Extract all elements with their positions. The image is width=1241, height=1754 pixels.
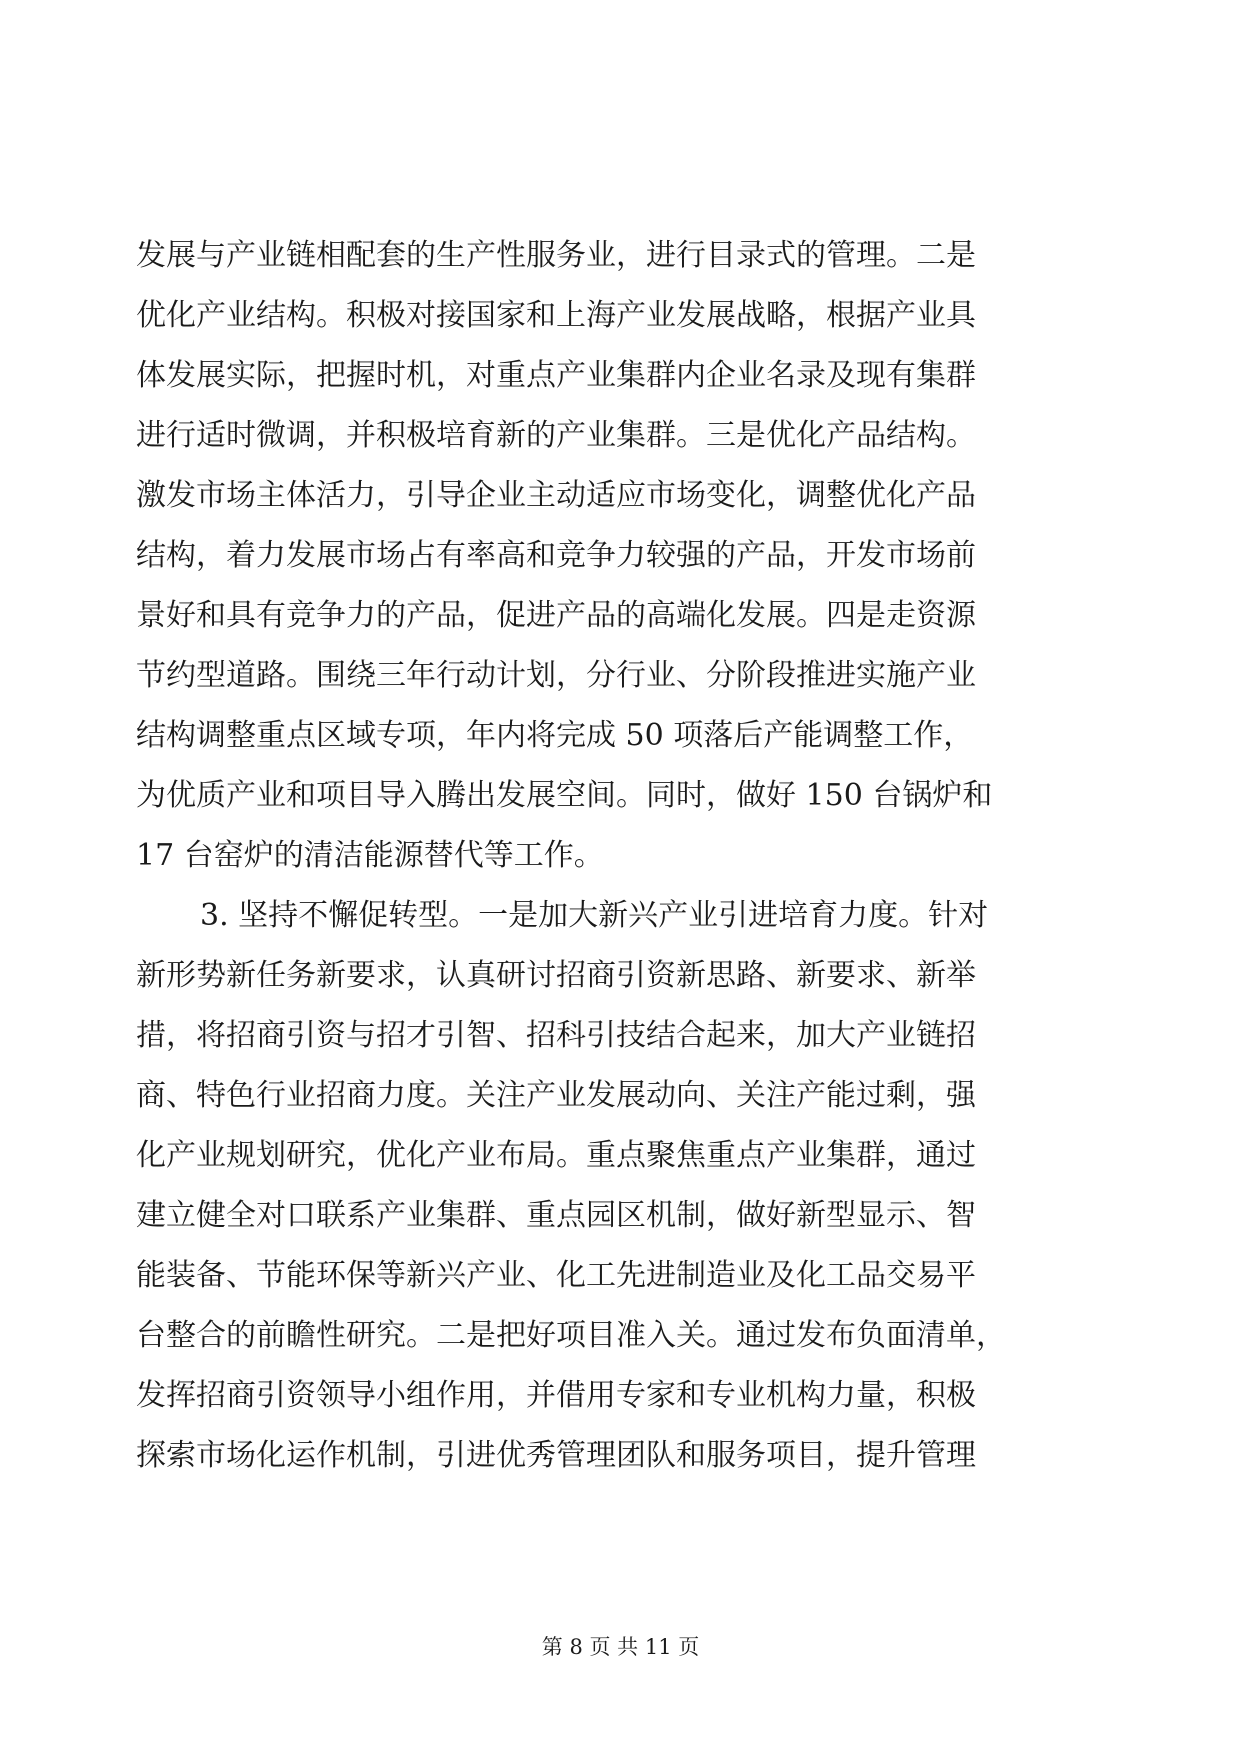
text-line: 建立健全对口联系产业集群、重点园区机制，做好新型显示、智	[136, 1198, 976, 1233]
text-line: 为优质产业和项目导入腾出发展空间。同时，做好 150 台锅炉和	[136, 778, 993, 813]
text-line: 体发展实际，把握时机，对重点产业集群内企业名录及现有集群	[136, 358, 976, 393]
text-line: 激发市场主体活力，引导企业主动适应市场变化，调整优化产品	[136, 478, 976, 513]
text-line: 新形势新任务新要求，认真研讨招商引资新思路、新要求、新举	[136, 958, 976, 993]
text-line: 商、特色行业招商力度。关注产业发展动向、关注产能过剩，强	[136, 1078, 976, 1113]
page-footer: 第 8 页 共 11 页	[541, 1635, 700, 1659]
text-line: 台整合的前瞻性研究。二是把好项目准入关。通过发布负面清单，	[136, 1318, 1006, 1353]
text-line: 能装备、节能环保等新兴产业、化工先进制造业及化工品交易平	[136, 1258, 976, 1293]
text-line: 景好和具有竞争力的产品，促进产品的高端化发展。四是走资源	[136, 598, 976, 633]
text-line: 发展与产业链相配套的生产性服务业，进行目录式的管理。二是	[136, 238, 976, 273]
text-line: 节约型道路。围绕三年行动计划，分行业、分阶段推进实施产业	[136, 658, 976, 693]
section-heading-line: 3. 坚持不懈促转型。一是加大新兴产业引进培育力度。针对	[200, 898, 989, 933]
text-line: 优化产业结构。积极对接国家和上海产业发展战略，根据产业具	[136, 298, 976, 333]
text-line: 结构，着力发展市场占有率高和竞争力较强的产品，开发市场前	[136, 538, 976, 573]
text-line: 化产业规划研究，优化产业布局。重点聚焦重点产业集群，通过	[136, 1138, 976, 1173]
text-line: 进行适时微调，并积极培育新的产业集群。三是优化产品结构。	[136, 418, 976, 453]
text-line: 结构调整重点区域专项，年内将完成 50 项落后产能调整工作，	[136, 718, 974, 753]
text-line: 17 台窑炉的清洁能源替代等工作。	[136, 838, 604, 873]
text-line: 发挥招商引资领导小组作用，并借用专家和专业机构力量，积极	[136, 1378, 976, 1413]
text-line: 探索市场化运作机制，引进优秀管理团队和服务项目，提升管理	[136, 1438, 976, 1473]
text-line: 措，将招商引资与招才引智、招科引技结合起来，加大产业链招	[136, 1018, 976, 1053]
